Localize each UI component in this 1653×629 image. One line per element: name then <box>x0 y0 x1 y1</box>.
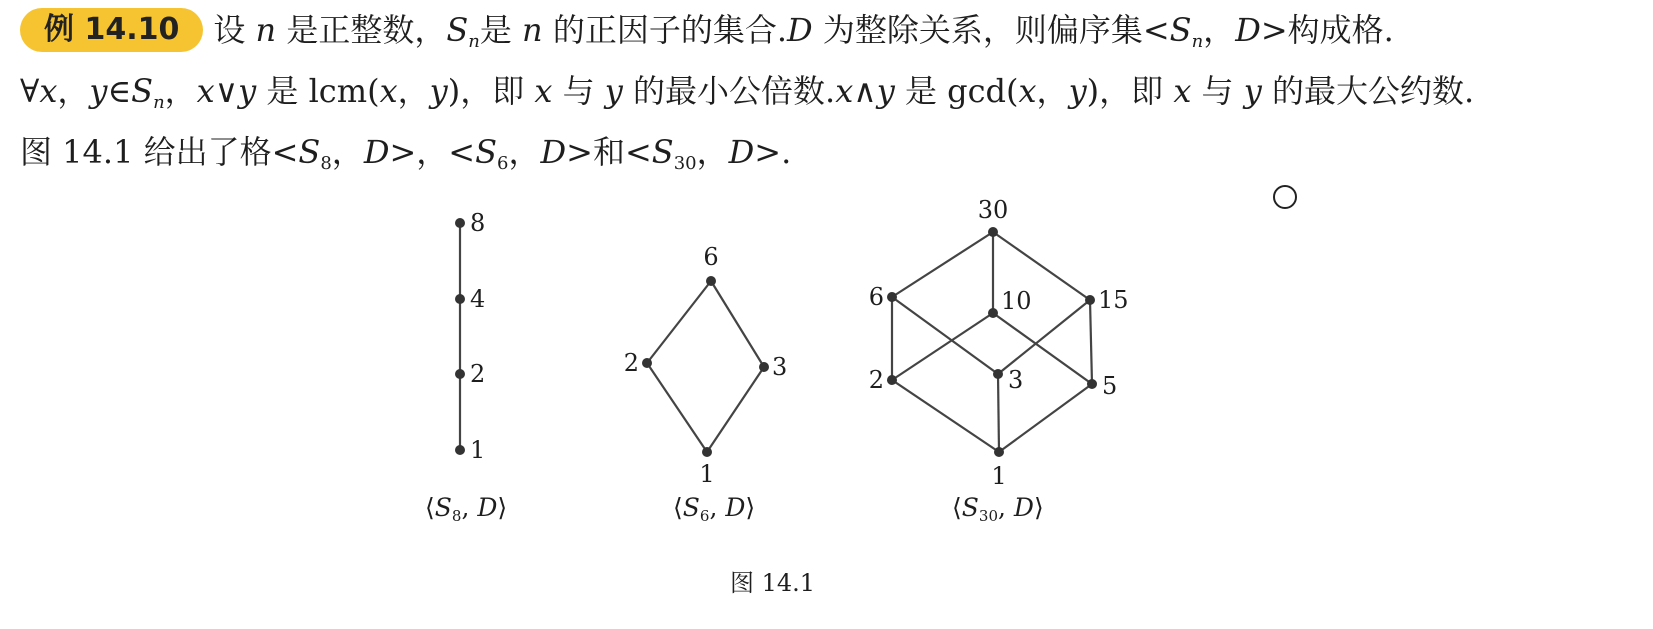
node-S8-4 <box>455 294 465 304</box>
math-var: D <box>728 133 755 171</box>
math-subscript: n <box>1191 31 1204 52</box>
text-segment: 是 <box>479 11 523 49</box>
node-label-S6-3: 3 <box>772 353 788 381</box>
node-S6-6 <box>706 276 716 286</box>
math-var: y <box>1243 72 1262 110</box>
text-segment: 是 lcm( <box>256 72 380 110</box>
node-label-S6-2: 2 <box>623 349 639 377</box>
caption-subscript: 8 <box>451 507 462 525</box>
node-label-S30-1: 1 <box>991 462 1007 490</box>
math-var: x <box>39 72 58 110</box>
text-segment: >和< <box>566 133 652 171</box>
node-S8-8 <box>455 218 465 228</box>
text-segment: 图 14.1 给出了格< <box>20 133 299 171</box>
math-var: S <box>298 133 321 171</box>
node-label-S8-8: 8 <box>470 209 486 237</box>
text-segment: ， <box>397 72 430 110</box>
edge-S30-3-6 <box>892 297 998 374</box>
text-segment: 的正因子的集合. <box>542 11 787 49</box>
caption-var: S <box>682 493 700 522</box>
node-label-S6-6: 6 <box>703 243 719 271</box>
caption-bracket-open: ⟨ <box>952 493 962 522</box>
text-segment: >，< <box>389 133 476 171</box>
edge-S30-6-30 <box>892 232 993 297</box>
math-var: y <box>429 72 448 110</box>
figure-caption: 图 14.1 <box>730 569 816 597</box>
node-S8-1 <box>455 445 465 455</box>
text-segment: )，即 <box>1086 72 1174 110</box>
math-var: y <box>1068 72 1087 110</box>
text-segment: ∈ <box>107 72 132 110</box>
math-var: S <box>1169 11 1192 49</box>
node-S30-5 <box>1087 379 1097 389</box>
math-var: S <box>131 72 154 110</box>
node-label-S30-2: 2 <box>868 366 884 394</box>
math-var: n <box>255 11 277 49</box>
edge-S30-1-3 <box>998 374 999 452</box>
caption-var: D <box>1013 493 1034 522</box>
text-segment: ， <box>696 133 729 171</box>
math-var: y <box>238 72 257 110</box>
math-var: y <box>876 72 895 110</box>
caption-comma: , <box>709 493 726 522</box>
text-segment: ， <box>57 72 90 110</box>
node-S30-1 <box>994 447 1004 457</box>
caption-var: S <box>434 493 452 522</box>
node-S6-3 <box>759 362 769 372</box>
text-segment: 为整除关系，则偏序集< <box>812 11 1170 49</box>
node-S30-2 <box>887 375 897 385</box>
caption-s30 <box>952 493 1044 525</box>
edge-S6-1-3 <box>707 367 764 452</box>
node-S8-2 <box>455 369 465 379</box>
node-S30-30 <box>988 227 998 237</box>
node-S30-10 <box>988 308 998 318</box>
math-var: x <box>379 72 398 110</box>
caption-var: D <box>725 493 746 522</box>
caption-var: D <box>477 493 498 522</box>
caption-var: S <box>961 493 979 522</box>
math-var: x <box>835 72 854 110</box>
math-var: D <box>1235 11 1261 49</box>
node-label-S30-3: 3 <box>1008 366 1024 394</box>
edge-S6-2-6 <box>647 281 711 363</box>
caption-comma: , <box>461 493 478 522</box>
node-label-S6-1: 1 <box>699 460 715 488</box>
math-var: x <box>196 72 215 110</box>
text-segment: 是正整数， <box>276 11 447 49</box>
node-label-S8-2: 2 <box>470 360 486 388</box>
edge-S30-5-15 <box>1090 300 1092 384</box>
node-S30-3 <box>993 369 1003 379</box>
math-var: x <box>534 72 553 110</box>
math-var: S <box>475 133 498 171</box>
math-var: x <box>1018 72 1037 110</box>
text-segment: )，即 <box>447 72 535 110</box>
text-segment: 与 <box>552 72 605 110</box>
caption-bracket-close: ⟩ <box>497 493 508 522</box>
math-subscript: 30 <box>673 153 697 174</box>
math-var: y <box>89 72 108 110</box>
caption-bracket-open: ⟨ <box>673 493 683 522</box>
node-label-S30-5: 5 <box>1102 372 1118 400</box>
text-segment: 设 <box>213 11 256 49</box>
math-var: x <box>1173 72 1192 110</box>
text-segment: 的最大公约数. <box>1261 72 1475 110</box>
edge-S30-2-10 <box>892 313 993 380</box>
caption-bracket-close: ⟩ <box>1033 493 1044 522</box>
text-segment: 是 gcd( <box>894 72 1019 110</box>
node-label-S30-30: 30 <box>977 196 1009 224</box>
text-segment: 与 <box>1191 72 1244 110</box>
text-segment: 的最小公倍数. <box>622 72 836 110</box>
text-segment: ， <box>1036 72 1069 110</box>
text-segment: >构成格. <box>1260 11 1394 49</box>
math-subscript: n <box>468 31 480 52</box>
text-segment: ∧ <box>853 72 877 110</box>
caption-s6 <box>673 493 755 525</box>
edge-S30-1-5 <box>999 384 1092 452</box>
caption-comma: , <box>998 493 1014 522</box>
math-subscript: 6 <box>497 153 509 174</box>
text-segment: ∨ <box>214 72 239 110</box>
caption-subscript: 6 <box>699 507 710 525</box>
text-segment: ∀ <box>20 72 40 110</box>
math-subscript: n <box>153 92 165 113</box>
text-segment: ， <box>164 72 197 110</box>
math-var: y <box>604 72 623 110</box>
node-S30-15 <box>1085 295 1095 305</box>
node-label-S8-1: 1 <box>470 436 486 464</box>
node-label-S30-15: 15 <box>1098 286 1129 314</box>
math-subscript: 8 <box>320 153 332 174</box>
node-S6-1 <box>702 447 712 457</box>
text-segment: ， <box>508 133 541 171</box>
edge-S6-1-2 <box>647 363 707 452</box>
math-var: S <box>446 11 469 49</box>
math-var: D <box>363 133 390 171</box>
node-label-S30-10: 10 <box>1001 287 1032 315</box>
node-label-S8-4: 4 <box>470 285 486 313</box>
example-badge: 例 14.10 <box>20 8 203 52</box>
node-S30-6 <box>887 292 897 302</box>
text-segment: ， <box>331 133 364 171</box>
math-var: D <box>787 11 813 49</box>
math-var: n <box>522 11 543 49</box>
edge-S6-3-6 <box>711 281 764 367</box>
edge-S30-1-2 <box>892 380 999 452</box>
node-S6-2 <box>642 358 652 368</box>
caption-bracket-close: ⟩ <box>745 493 756 522</box>
math-var: D <box>540 133 567 171</box>
caption-s8 <box>425 493 507 525</box>
text-segment: >. <box>754 133 792 171</box>
math-var: S <box>651 133 674 171</box>
text-segment: ， <box>1203 11 1236 49</box>
caption-bracket-open: ⟨ <box>425 493 435 522</box>
caption-subscript: 30 <box>978 507 998 525</box>
node-label-S30-6: 6 <box>868 283 884 311</box>
